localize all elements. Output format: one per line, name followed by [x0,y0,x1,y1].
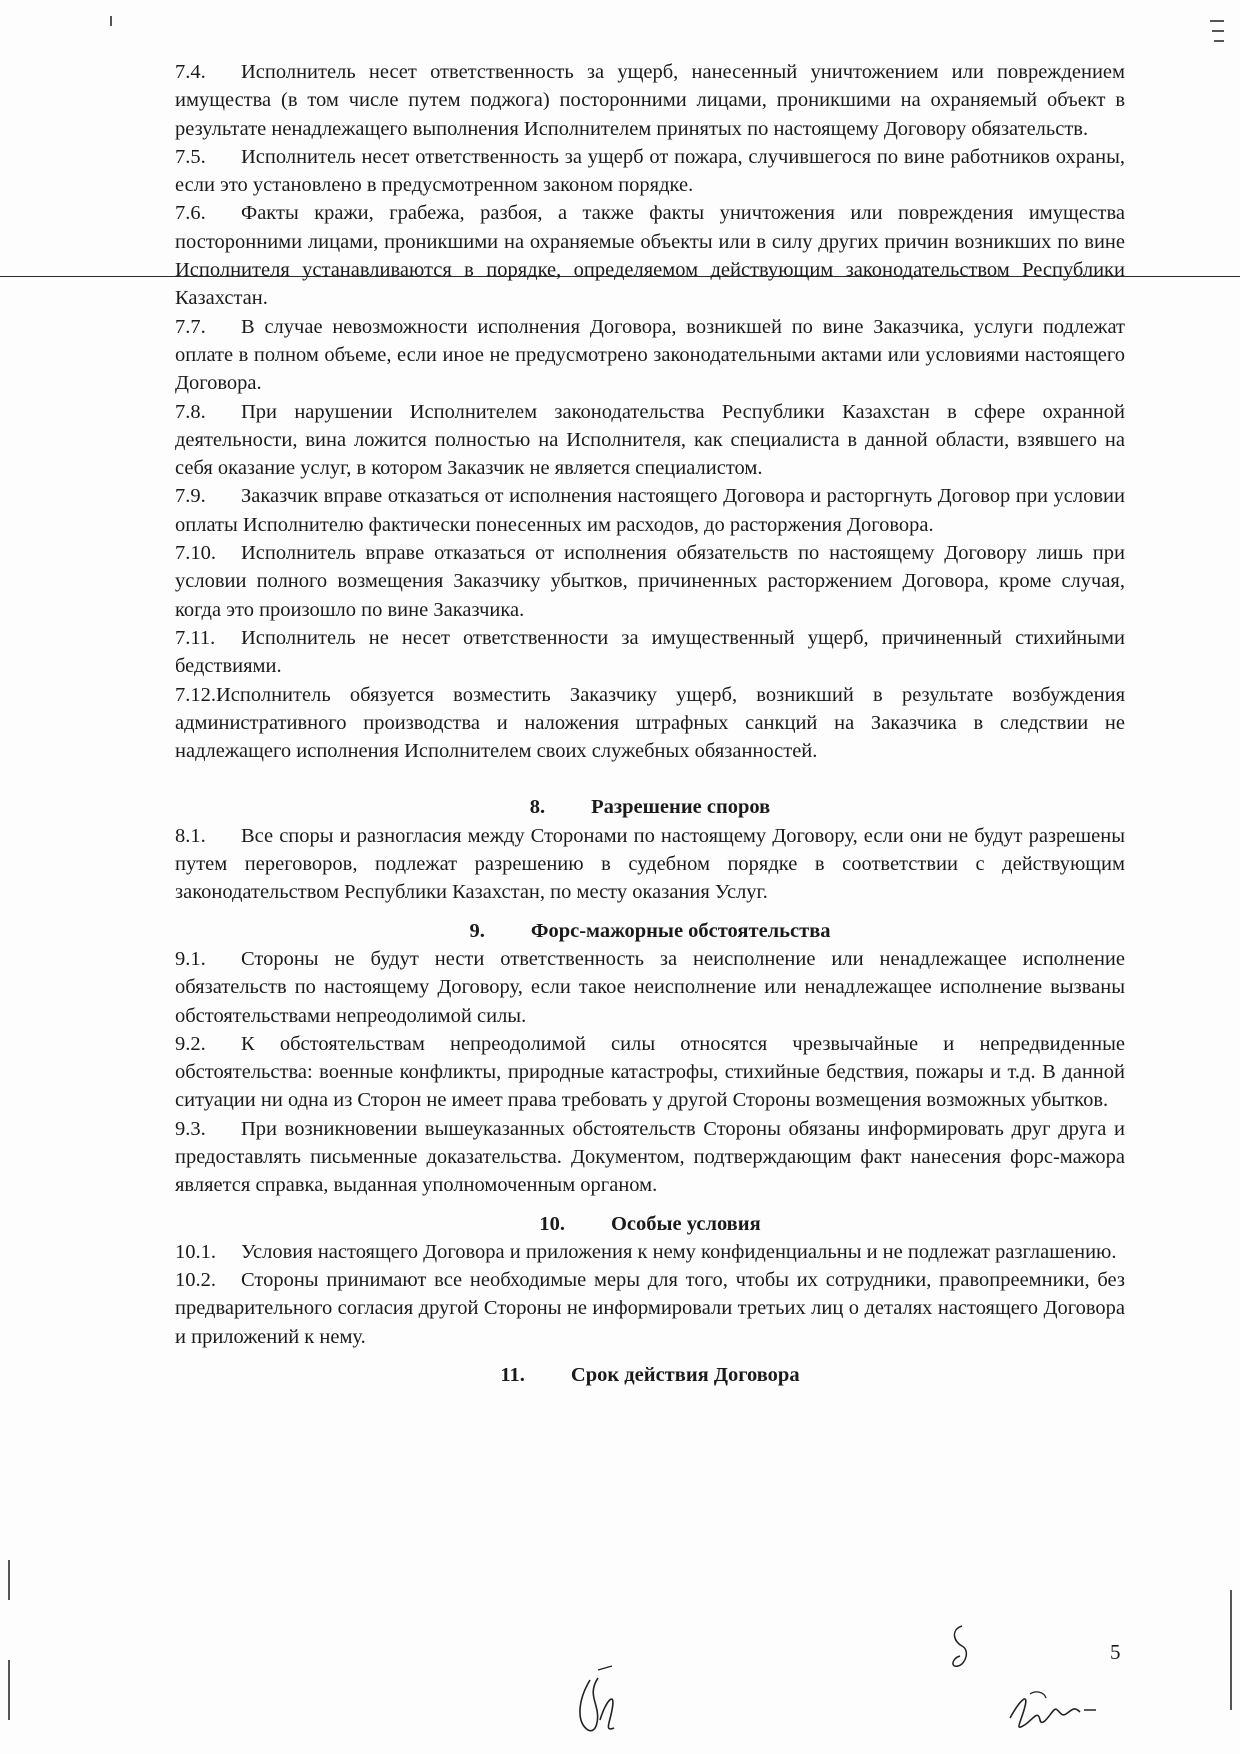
clause-text: Исполнитель обязуется возместить Заказчику ущерб, возникший в результате возбуждения административного производства и наложения штрафных санкций на Заказчика в следствии не надлежащего исполнения Исполнителем своих служебных обязанностей. [175,683,1125,763]
section-title: Разрешение споров [591,796,771,819]
signature-left [560,1660,640,1740]
signature-right [1000,1680,1110,1740]
margin-mark [1212,30,1224,32]
clause-text: Заказчик вправе отказаться от исполнения настоящего Договора и расторгнуть Договор при условии оплаты Исполнителю фактически понесенных им расходов, до расторжения Договора. [175,485,1125,536]
clause-7-4 [175,58,1125,143]
margin-mark [8,1660,10,1720]
clause-7-5 [175,143,1125,200]
clause-text: При возникновении вышеуказанных обстоятельств Стороны обязаны информировать друг друга и предоставлять письменные доказательства. Документом, подтверждающим факт нанесения форс-мажора является справка, выданная уполномоченным органом. [175,1117,1125,1197]
margin-mark [1214,40,1224,42]
clause-7-12 [175,681,1125,766]
clause-number: 7.4. [175,61,206,83]
clause-number: 9.1. [175,947,206,970]
clause-text: Факты кражи, грабежа, разбоя, а также факты уничтожения или повреждения имущества посторонними лицами, проникшими на охраняемые объекты или в силу других причин возникших по вине Исполнителя устанавливаются в порядке, определяемом действующим законодательством Республики Казахстан. [175,202,1125,310]
clause-text: Исполнитель несет ответственность за ущерб, нанесенный уничтожением или повреждением имущества (в том числе путем поджога) посторонними лицами, проникшими на охраняемый объект в результате ненадлежащего выполнения Исполнителем принятых по настоящему Договору обязательств. [175,61,1125,140]
section-heading-8 [175,793,1125,821]
clause-number: 7.7. [175,315,206,338]
document-body [175,58,1125,1389]
clause-number: 8.1. [175,824,206,847]
clause-7-9 [175,482,1125,539]
clause-number: 7.9. [175,485,206,508]
clause-7-6 [175,199,1125,312]
section-title: Форс-мажорные обстоятельства [530,919,831,942]
section-heading-9 [175,917,1125,945]
section-heading-11 [175,1361,1125,1389]
clause-8-1 [175,822,1125,907]
signature-initial [940,1620,980,1680]
clause-number: 9.3. [175,1117,206,1140]
clause-number: 7.10. [175,542,216,565]
clause-number: 7.12. [175,683,216,706]
clause-7-7 [175,313,1125,398]
margin-mark [110,16,112,26]
clause-text: Исполнитель вправе отказаться от исполнения обязательств по настоящему Договору лишь при условии полного возмещения Заказчику убытков, причиненных расторжением Договора, кроме случая, когда это произошло по вине Заказчика. [175,542,1125,621]
clause-text: Стороны не будут нести ответственность за неисполнение или ненадлежащее исполнение обязательств по настоящему Договору, если такое неисполнение или ненадлежащее исполнение вызваны обстоятельствами непреодолимой силы. [175,947,1125,1027]
clause-text: Исполнитель не несет ответственности за имущественный ущерб, причиненный стихийными бедствиями. [175,626,1125,678]
clause-10-1 [175,1238,1125,1266]
clause-number: 9.2. [175,1032,206,1055]
section-title: Особые условия [610,1212,761,1235]
clause-9-2 [175,1030,1125,1115]
section-title: Срок действия Договора [570,1364,800,1387]
page-number: 5 [1110,1640,1121,1664]
clause-number: 10.2. [175,1269,216,1292]
clause-7-11 [175,624,1125,681]
clause-text: В случае невозможности исполнения Договора, возникшей по вине Заказчика, услуги подлежат оплате в полном объеме, если иное не предусмотрено законодательными актами или условиями настоящего Договора. [175,315,1125,395]
section-number: 8. [529,796,546,819]
clause-10-2 [175,1266,1125,1351]
section-number: 9. [469,919,485,942]
clause-text: Условия настоящего Договора и приложения к нему конфиденциальны и не подлежат разглашению. [241,1240,1117,1263]
clause-7-8 [175,398,1125,483]
clause-text: К обстоятельствам непреодолимой силы относятся чрезвычайные и непредвиденные обстоятельства: военные конфликты, природные катастрофы, стихийные бедствия, пожары и т.д. В данной ситуации ни одна из Сторон не имеет права требовать у другой Стороны возмещения возможных убытков. [175,1032,1125,1112]
clause-text: Исполнитель несет ответственность за ущерб от пожара, случившегося по вине работников охраны, если это установлено в предусмотренном законом порядке. [175,145,1125,197]
clause-text: Все споры и разногласия между Сторонами по настоящему Договору, если они не будут разрешены путем переговоров, подлежат разрешению в судебном порядке в соответствии с действующим законодательством Республики Казахстан, по месту оказания Услуг. [175,824,1125,904]
clause-text: Стороны принимают все необходимые меры для того, чтобы их сотрудники, правопреемники, без предварительного согласия другой Стороны не информировали третьих лиц о деталях настоящего Договора и приложений к нему. [175,1269,1125,1348]
clause-text: При нарушении Исполнителем законодательства Республики Казахстан в сфере охранной деятельности, вина ложится полностью на Исполнителя, как специалиста в данной области, взявшего на себя оказание услуг, в котором Заказчик не является специалистом. [175,400,1125,480]
clause-number: 7.5. [175,145,206,168]
clause-number: 7.11. [175,626,216,649]
margin-mark [8,1560,10,1600]
section-heading-10 [175,1210,1125,1238]
margin-mark [1210,20,1224,22]
clause-number: 10.1. [175,1240,216,1263]
clause-9-1 [175,945,1125,1030]
section-number: 11. [500,1364,525,1387]
clause-number: 7.6. [175,202,206,225]
margin-mark [1230,1590,1232,1710]
clause-7-10 [175,539,1125,624]
clause-number: 7.8. [175,400,206,423]
section-number: 10. [539,1212,565,1235]
clause-9-3 [175,1115,1125,1200]
